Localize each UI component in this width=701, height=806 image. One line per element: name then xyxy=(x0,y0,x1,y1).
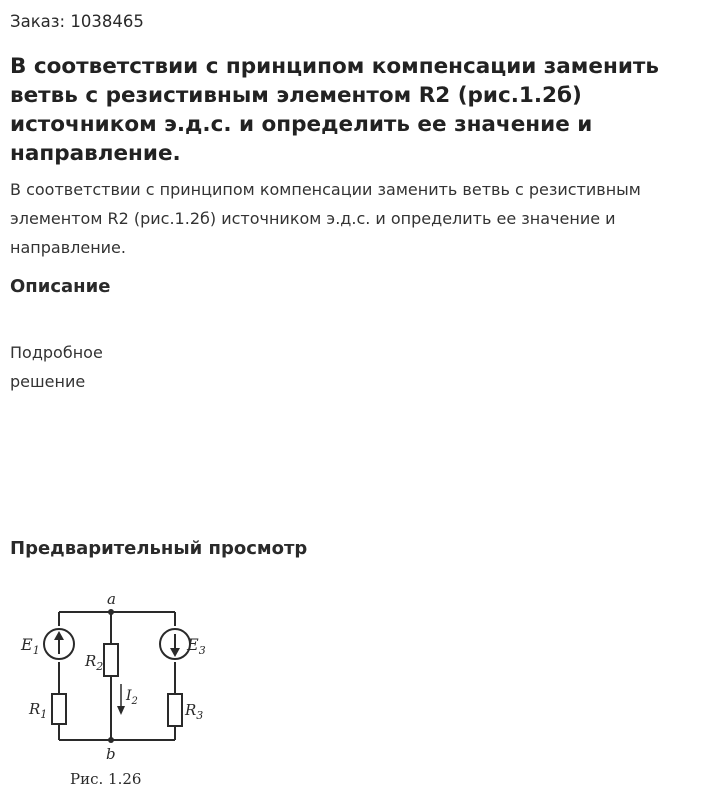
node-a-label: a xyxy=(107,590,116,608)
up-arrow-icon xyxy=(54,631,64,640)
circuit-diagram xyxy=(0,578,260,806)
node-b-dot xyxy=(108,737,114,743)
e1-label: $E_1$ xyxy=(21,635,40,657)
node-b-label: b xyxy=(106,745,116,763)
description-line-2: решение xyxy=(10,372,86,391)
preview-heading: Предварительный просмотр xyxy=(10,538,308,559)
task-text: В соответствии с принципом компенсации заменить ветвь с резистивным элементом R2 (рис.1.2б) источником э.д.с. и определить ее значение и направление. xyxy=(10,180,641,257)
resistor-r1 xyxy=(52,694,66,724)
resistor-r3 xyxy=(168,694,182,726)
r1-label: $R_1$ xyxy=(29,700,48,721)
r2-label: $R_2$ xyxy=(85,652,104,673)
down-arrow-icon xyxy=(117,706,125,715)
down-arrow-icon xyxy=(170,648,180,657)
circuit-preview xyxy=(0,578,260,806)
figure-caption: Рис. 1.26 xyxy=(70,770,142,788)
order-number: Заказ: 1038465 xyxy=(10,12,144,31)
e3-label: $E_3$ xyxy=(187,635,206,657)
node-a-dot xyxy=(108,609,114,615)
resistor-r2 xyxy=(104,644,118,676)
page-title: В соответствии с принципом компенсации заменить ветвь с резистивным элементом R2 (рис.1.2б) источником э.д.с. и определить ее значение и направление. xyxy=(10,54,659,166)
description-line-1: Подробное xyxy=(10,343,103,362)
i2-label: $I_2$ xyxy=(126,688,138,707)
r3-label: $R_3$ xyxy=(185,701,204,722)
description-heading: Описание xyxy=(10,276,111,297)
description-text xyxy=(10,338,210,396)
